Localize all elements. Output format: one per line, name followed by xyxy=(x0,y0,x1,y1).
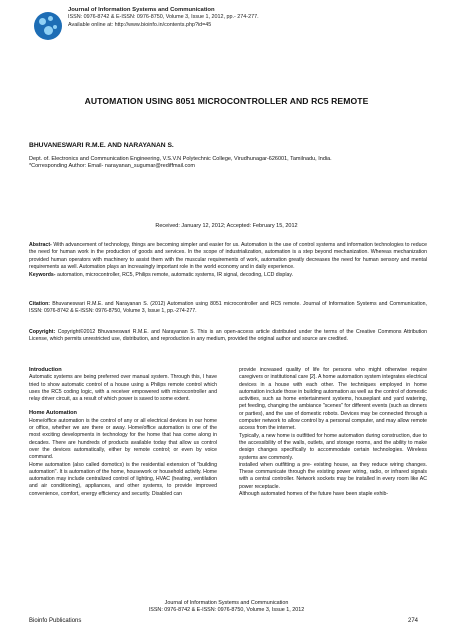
abstract-label: Abstract- xyxy=(29,242,52,248)
copyright-text: Copyright©2012 Bhuvaneswari R.M.E. and Narayanan S. This is an open-access article distributed under the terms of the Creative Commons Attribution License, which permits unrestricted use, distribution, and reproduction in any medium, provided the original author and source are credited. xyxy=(29,329,427,343)
right-column xyxy=(239,367,427,498)
keywords-label: Keywords- xyxy=(29,271,56,278)
left-column xyxy=(29,367,217,498)
home-automation-text-2: Home automation (also called domotics) is the residential extension of "building automation". It is automation of the home, housework or household activity. Home automation may include centralized control of lighting, HVAC (heating, ventilation and air conditioning), appliances, and other systems, to provide improved convenience, comfort, energy efficiency and security. Disabled can xyxy=(29,461,217,497)
paper-title: AUTOMATION USING 8051 MICROCONTROLLER AND RC5 REMOTE xyxy=(84,96,369,106)
journal-header xyxy=(68,7,259,29)
copyright-label: Copyright: xyxy=(29,329,56,335)
right-text-1: provide increased quality of life for persons who might otherwise require caregivers or institutional care [2]. A home automation system integrates electrical devices in a house with each other. The techniques employed in home automation include those in building automation as well as the control of domestic activities, such as home entertainment systems, houseplant and yard watering, pet feeding, changing the ambiance "scenes" for different events (such as dinners or parties), and the use of domestic robots. Devices may be connected through a computer network to allow control by a personal computer, and may allow remote access from the internet. xyxy=(239,367,427,432)
journal-name: Journal of Information Systems and Communication xyxy=(68,7,215,13)
home-automation-text-1: Home/office automation is the control of any or all electrical devices in our home or office, whether we are there or away. Home/office automation is one of the most exciting developments in technology for the home that has come along in decades. There are hundreds of products available today that allow us control over the devices automatically, either by remote control; or even by voice command. xyxy=(29,417,217,461)
journal-logo xyxy=(34,12,62,40)
received-accepted-dates: Received: January 12, 2012; Accepted: February 15, 2012 xyxy=(155,223,298,229)
citation xyxy=(29,301,427,316)
department: Dept. of. Electronics and Communication Engineering, V.S.V.N Polytechnic College, Virudhunagar-626001, Tamilnadu, India. xyxy=(29,156,332,162)
footer-issn: ISSN: 0976-8742 & E-ISSN: 0976-8750, Volume 3, Issue 1, 2012 xyxy=(148,607,305,614)
home-automation-heading: Home Automation xyxy=(29,410,77,417)
abstract-text: With advancement of technology, things are becoming simpler and easier for us. Automation is the use of control systems and information technologies to reduce the need for human work in the production of goods and services. In the scope of industrialization, automation is a step beyond mechanization. Whereas mechanization provided human operators with machinery to assist them with the muscular requirements of work, automation greatly decreases the need for human sensory and mental requirements as well. Automation plays an increasingly important role in the world economy and in daily experience. xyxy=(29,242,427,271)
online-link[interactable]: Available online at: http://www.bioinfo.in/contents.php?id=45 xyxy=(68,21,212,28)
right-text-4: Although automated homes of the future have been staple exhib- xyxy=(239,491,389,498)
authors: BHUVANESWARI R.M.E. AND NARAYANAN S. xyxy=(29,142,174,149)
issn-line: ISSN: 0976-8742 & E-ISSN: 0976-8750, Volume 3, Issue 1, 2012, pp.- 274-277. xyxy=(68,14,259,21)
copyright xyxy=(29,329,427,344)
introduction-heading: Introduction xyxy=(29,367,62,373)
introduction-text: Automatic systems are being preferred over manual system. Through this, I have tried to show automatic control of a house using a Philips remote control which uses the RC5 coding logic, with a receiver empowered with microcontroller and relay driver circuit, as a result of which power is saved to some extent. xyxy=(29,374,217,403)
citation-label: Citation: xyxy=(29,301,51,307)
publisher: Bioinfo Publications xyxy=(29,618,82,624)
right-text-2: Typically, a new home is outfitted for home automation during construction, due to the accessibility of the walls, outlets, and storage rooms, and the ability to make design changes specifically to accommodate certain technologies. Wireless systems are commonly. xyxy=(239,432,427,461)
keywords-text: automation, microcontroller, RC5, Philips remote, automatic systems, IR signal, decoding, LCD display. xyxy=(55,271,294,278)
corresponding-author: *Corresponding Author: Email- narayanan_sugumar@rediffmail.com xyxy=(29,163,195,170)
right-text-3: installed when outfitting a pre- existing house, as they reduce wiring changes. These communicate through the existing power wiring, radio, or infrared signals with a central controller. Network sockets may be installed in every room like AC power receptacle. xyxy=(239,461,427,490)
page-number: 274 xyxy=(408,618,419,624)
affiliation xyxy=(29,156,332,171)
citation-text: Bhuvaneswari R.M.E. and Narayanan S. (2012) Automation using 8051 microcontroller and RC5 remote. Journal of Information Systems and Communication, ISSN: 0976-8742 & E-ISSN: 0976-8750, Volume 3, Issue 1, pp.-274-277. xyxy=(29,301,427,315)
footer-journal-name: Journal of Information Systems and Communication xyxy=(164,600,289,606)
abstract xyxy=(29,242,427,279)
page-footer xyxy=(0,600,453,614)
